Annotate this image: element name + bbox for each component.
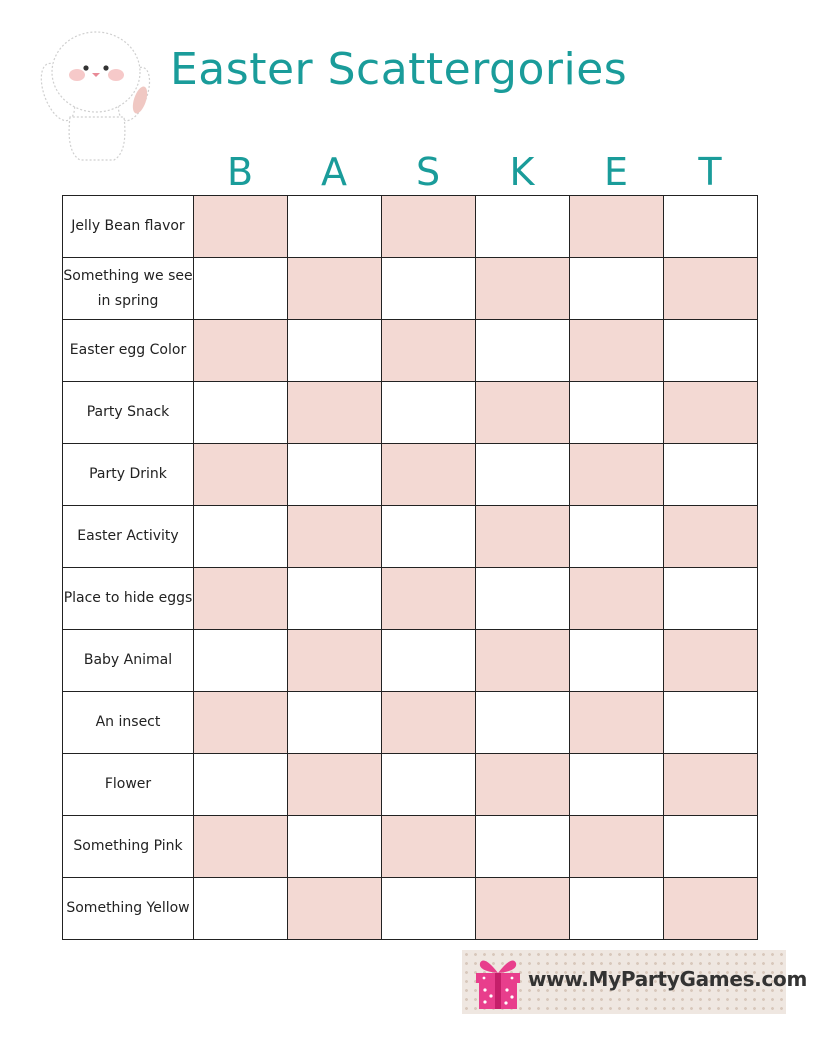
answer-cell[interactable] (664, 444, 758, 506)
answer-cell[interactable] (664, 196, 758, 258)
answer-cell[interactable] (570, 816, 664, 878)
answer-cell[interactable] (664, 754, 758, 816)
answer-cell[interactable] (194, 258, 288, 320)
answer-cell[interactable] (570, 630, 664, 692)
answer-cell[interactable] (570, 692, 664, 754)
answer-cell[interactable] (288, 196, 382, 258)
answer-cell[interactable] (288, 878, 382, 940)
category-label: Party Drink (63, 444, 194, 506)
answer-cell[interactable] (194, 630, 288, 692)
answer-cell[interactable] (288, 258, 382, 320)
answer-cell[interactable] (382, 320, 476, 382)
table-row (63, 196, 758, 258)
page-title: Easter Scattergories (170, 44, 628, 95)
answer-cell[interactable] (570, 320, 664, 382)
answer-cell[interactable] (194, 320, 288, 382)
table-row (63, 692, 758, 754)
answer-cell[interactable] (382, 196, 476, 258)
answer-cell[interactable] (382, 630, 476, 692)
category-label: Party Snack (63, 382, 194, 444)
answer-cell[interactable] (288, 444, 382, 506)
scattergories-grid (62, 195, 758, 940)
answer-cell[interactable] (288, 382, 382, 444)
answer-cell[interactable] (476, 320, 570, 382)
category-label: Something Yellow (63, 878, 194, 940)
column-letter: T (698, 150, 722, 194)
answer-cell[interactable] (570, 258, 664, 320)
answer-cell[interactable] (476, 878, 570, 940)
answer-cell[interactable] (382, 878, 476, 940)
answer-cell[interactable] (194, 754, 288, 816)
column-letter: E (603, 150, 628, 194)
answer-cell[interactable] (664, 568, 758, 630)
answer-cell[interactable] (288, 754, 382, 816)
answer-cell[interactable] (570, 506, 664, 568)
answer-cell[interactable] (664, 258, 758, 320)
table-row (63, 568, 758, 630)
answer-cell[interactable] (194, 196, 288, 258)
answer-cell[interactable] (382, 444, 476, 506)
category-label: Something we see in spring (63, 258, 194, 320)
table-row (63, 506, 758, 568)
answer-cell[interactable] (194, 382, 288, 444)
answer-cell[interactable] (194, 878, 288, 940)
category-label: Easter Activity (63, 506, 194, 568)
category-label: Something Pink (63, 816, 194, 878)
table-row (63, 630, 758, 692)
answer-cell[interactable] (664, 878, 758, 940)
answer-cell[interactable] (664, 630, 758, 692)
table-row (63, 444, 758, 506)
table-row (63, 754, 758, 816)
answer-cell[interactable] (570, 754, 664, 816)
category-label: Flower (63, 754, 194, 816)
gift-box-icon (472, 953, 524, 1011)
answer-cell[interactable] (288, 816, 382, 878)
category-label: Place to hide eggs (63, 568, 194, 630)
column-letter: B (226, 150, 254, 194)
answer-cell[interactable] (288, 320, 382, 382)
answer-cell[interactable] (288, 692, 382, 754)
answer-cell[interactable] (382, 754, 476, 816)
column-letter: K (509, 150, 535, 194)
answer-cell[interactable] (664, 816, 758, 878)
brand-url: www.MyPartyGames.com (528, 967, 808, 991)
answer-cell[interactable] (570, 382, 664, 444)
answer-cell[interactable] (476, 444, 570, 506)
category-label: Jelly Bean flavor (63, 196, 194, 258)
answer-cell[interactable] (194, 692, 288, 754)
table-row (63, 878, 758, 940)
table-row (63, 816, 758, 878)
answer-cell[interactable] (664, 506, 758, 568)
answer-cell[interactable] (664, 382, 758, 444)
table-row (63, 320, 758, 382)
answer-cell[interactable] (382, 816, 476, 878)
answer-cell[interactable] (570, 878, 664, 940)
category-label: An insect (63, 692, 194, 754)
answer-cell[interactable] (570, 444, 664, 506)
answer-cell[interactable] (476, 196, 570, 258)
brand-footer (462, 950, 808, 1014)
answer-cell[interactable] (288, 630, 382, 692)
answer-cell[interactable] (570, 568, 664, 630)
answer-cell[interactable] (194, 506, 288, 568)
answer-cell[interactable] (476, 754, 570, 816)
category-label: Baby Animal (63, 630, 194, 692)
answer-cell[interactable] (382, 258, 476, 320)
answer-cell[interactable] (288, 568, 382, 630)
bunny-icon (30, 22, 164, 172)
answer-cell[interactable] (476, 258, 570, 320)
answer-cell[interactable] (476, 630, 570, 692)
answer-cell[interactable] (194, 444, 288, 506)
answer-cell[interactable] (476, 506, 570, 568)
answer-cell[interactable] (476, 692, 570, 754)
category-label: Easter egg Color (63, 320, 194, 382)
column-letter: A (321, 150, 347, 194)
answer-cell[interactable] (382, 506, 476, 568)
answer-cell[interactable] (664, 320, 758, 382)
answer-cell[interactable] (664, 692, 758, 754)
table-row (63, 382, 758, 444)
answer-cell[interactable] (382, 568, 476, 630)
column-letter: S (415, 150, 441, 194)
answer-cell[interactable] (194, 568, 288, 630)
answer-cell[interactable] (476, 816, 570, 878)
answer-cell[interactable] (288, 506, 382, 568)
answer-cell[interactable] (382, 692, 476, 754)
table-row (63, 258, 758, 320)
answer-cell[interactable] (194, 816, 288, 878)
answer-cell[interactable] (570, 196, 664, 258)
answer-cell[interactable] (476, 568, 570, 630)
answer-cell[interactable] (382, 382, 476, 444)
letter-header (193, 150, 759, 194)
answer-cell[interactable] (476, 382, 570, 444)
